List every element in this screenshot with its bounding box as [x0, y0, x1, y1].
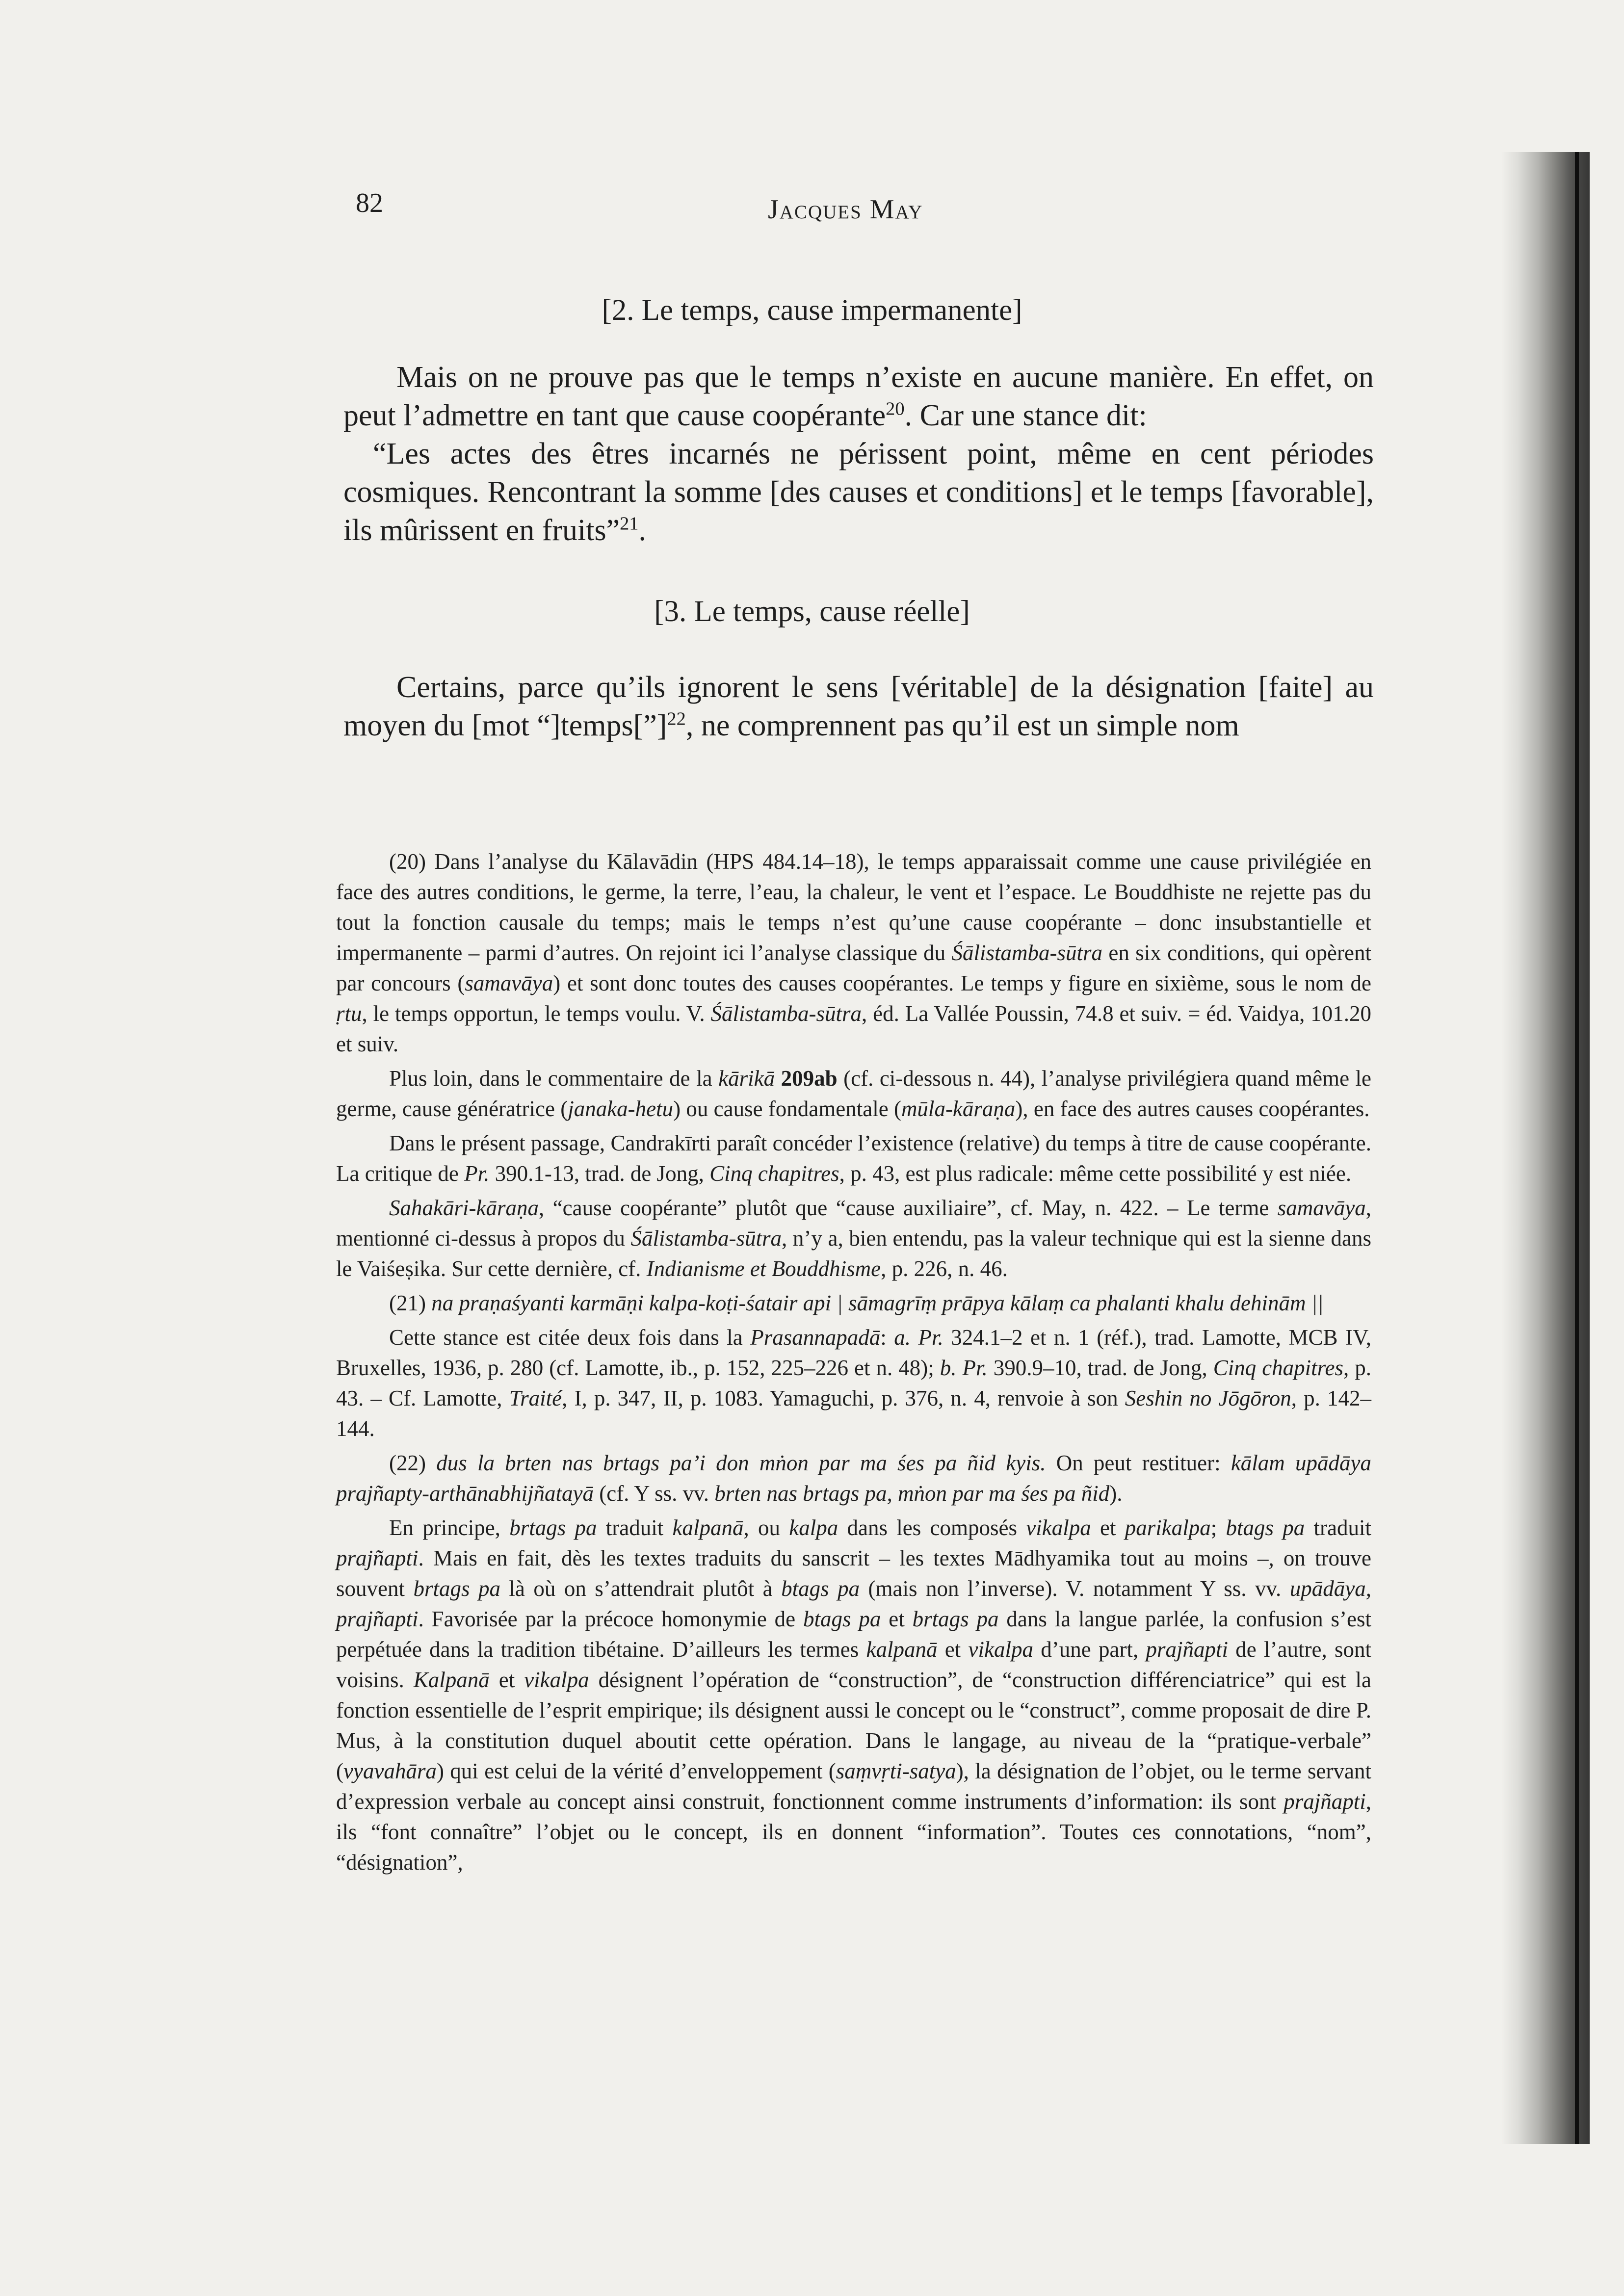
running-head: Jacques May	[768, 194, 923, 225]
footnote-22: (22) dus la brten nas brtags pa’i don mṅon par ma śes pa ñid kyis. On peut restituer: kālam upādāya prajñapty-arthānabhijñatayā (cf. Y ss. vv. brten nas brtags pa, mṅon par ma śes pa ñid).	[336, 1451, 1371, 1506]
footnote-20: (20) Dans l’analyse du Kālavādin (HPS 484.14–18), le temps apparaissait comme une cause privilégiée en face des autres conditions, le germe, la terre, l’eau, la chaleur, le vent et l’espace. Le Bouddhiste ne rejette pas du tout la fonction causale du temps; mais le temps n’est qu’une cause coopérante – donc insubstantielle et impermanente – parmi d’autres. On rejoint ici l’analyse classique du Śālistamba-sūtra en six conditions, qui opèrent par concours (samavāya) et sont donc toutes des causes coopérantes. Le temps y figure en sixième, sous le nom de ṛtu, le temps opportun, le temps voulu. V. Śālistamba-sūtra, éd. La Vallée Poussin, 74.8 et suiv. = éd. Vaidya, 101.20 et suiv.	[336, 849, 1372, 1056]
section-3-body	[343, 668, 1374, 745]
section-heading-2: [2. Le temps, cause impermanente]	[602, 294, 1022, 327]
footnote-22-para-2: En principe, brtags pa traduit kalpanā, ou kalpa dans les composés vikalpa et parikalpa; btags pa traduit prajñapti. Mais en fait, dès les textes traduits du sanscrit – les textes Mādhyamika tout au moins –, on trouve souvent brtags pa là où on s’attendrait plutôt à btags pa (mais non l’inverse). V. notamment Y ss. vv. upādāya, prajñapti. Favorisée par la précoce homonymie de btags pa et brtags pa dans la langue parlée, la confusion s’est perpétuée dans la tradition tibétaine. D’ailleurs les termes kalpanā et vikalpa d’une part, prajñapti de l’autre, sont voisins. Kalpanā et vikalpa désignent l’opération de “construction”, de “construction différenciatrice” qui est la fonction essentielle de l’esprit empirique; ils désignent aussi le concept ou le “construct”, comme proposait de dire P. Mus, à la constitution duquel aboutit cette opération. Dans le langage, au niveau de la “pratique-verbale” (vyavahāra) qui est celui de la vérité d’enveloppement (saṃvṛti-satya), la désignation de l’objet, ou le terme servant d’expression verbale au concept ainsi construit, fonctionnent comme instruments d’information: ils sont prajñapti, ils “font connaître” l’objet ou le concept, ils en donnent “information”. Toutes ces connotations, “nom”, “désignation”,	[336, 1515, 1372, 1875]
footnote-20-para-3: Dans le présent passage, Candrakīrti paraît concéder l’existence (relative) du temps à titre de cause coopérante. La critique de Pr. 390.1-13, trad. de Jong, Cinq chapitres, p. 43, est plus radicale: même cette possibilité y est niée.	[336, 1131, 1371, 1186]
paragraph: Mais on ne prouve pas que le temps n’existe en aucune manière. En effet, on peut l’admettre en tant que cause coopérante$^{20}$. Car une stance dit:	[343, 361, 1374, 432]
section-2-body	[343, 358, 1374, 549]
quoted-stanza: “Les actes des êtres incarnés ne périssent point, même en cent périodes cosmiques. Rencontrant la somme [des causes et conditions] et le temps [favorable], ils mûrissent en fruits”$^{21}$.	[343, 437, 1374, 547]
footnote-ref-20[interactable]: 20	[886, 398, 905, 419]
scan-edge-line	[1575, 152, 1579, 2144]
footnote-20-para-2: Plus loin, dans le commentaire de la kārikā 209ab (cf. ci-dessous n. 44), l’analyse privilégiera quand même le germe, cause génératrice (janaka-hetu) ou cause fondamentale (mūla-kāraṇa), en face des autres causes coopérantes.	[336, 1066, 1372, 1121]
footnote-20-para-4: Sahakāri-kāraṇa, “cause coopérante” plutôt que “cause auxiliaire”, cf. May, n. 422. – Le terme samavāya, mentionné ci-dessus à propos du Śālistamba-sūtra, n’y a, bien entendu, pas la valeur technique qui est la sienne dans le Vaiśeṣika. Sur cette dernière, cf. Indianisme et Bouddhisme, p. 226, n. 46.	[336, 1196, 1371, 1281]
footnote-21-para-2: Cette stance est citée deux fois dans la Prasannapadā: a. Pr. 324.1–2 et n. 1 (réf.), trad. Lamotte, MCB IV, Bruxelles, 1936, p. 280 (cf. Lamotte, ib., p. 152, 225–226 et n. 48); b. Pr. 390.9–10, trad. de Jong, Cinq chapitres, p. 43. – Cf. Lamotte, Traité, I, p. 347, II, p. 1083. Yamaguchi, p. 376, n. 4, renvoie à son Seshin no Jōgōron, p. 142–144.	[336, 1325, 1372, 1441]
footnote-ref-21[interactable]: 21	[620, 513, 639, 534]
section-heading-3: [3. Le temps, cause réelle]	[654, 595, 970, 628]
footnote-ref-22[interactable]: 22	[667, 708, 686, 730]
page-number: 82	[356, 188, 383, 218]
footnotes	[336, 846, 1371, 1878]
paragraph: Certains, parce qu’ils ignorent le sens [véritable] de la désignation [faite] au moyen du [mot “]temps[”]$^{22}$, ne comprennent pas qu’il est un simple nom	[343, 671, 1374, 742]
footnote-21: (21) na praṇaśyanti karmāṇi kalpa-koṭi-śatair api | sāmagrīṃ prāpya kālaṃ ca phalanti khalu dehinām ||	[389, 1291, 1324, 1315]
